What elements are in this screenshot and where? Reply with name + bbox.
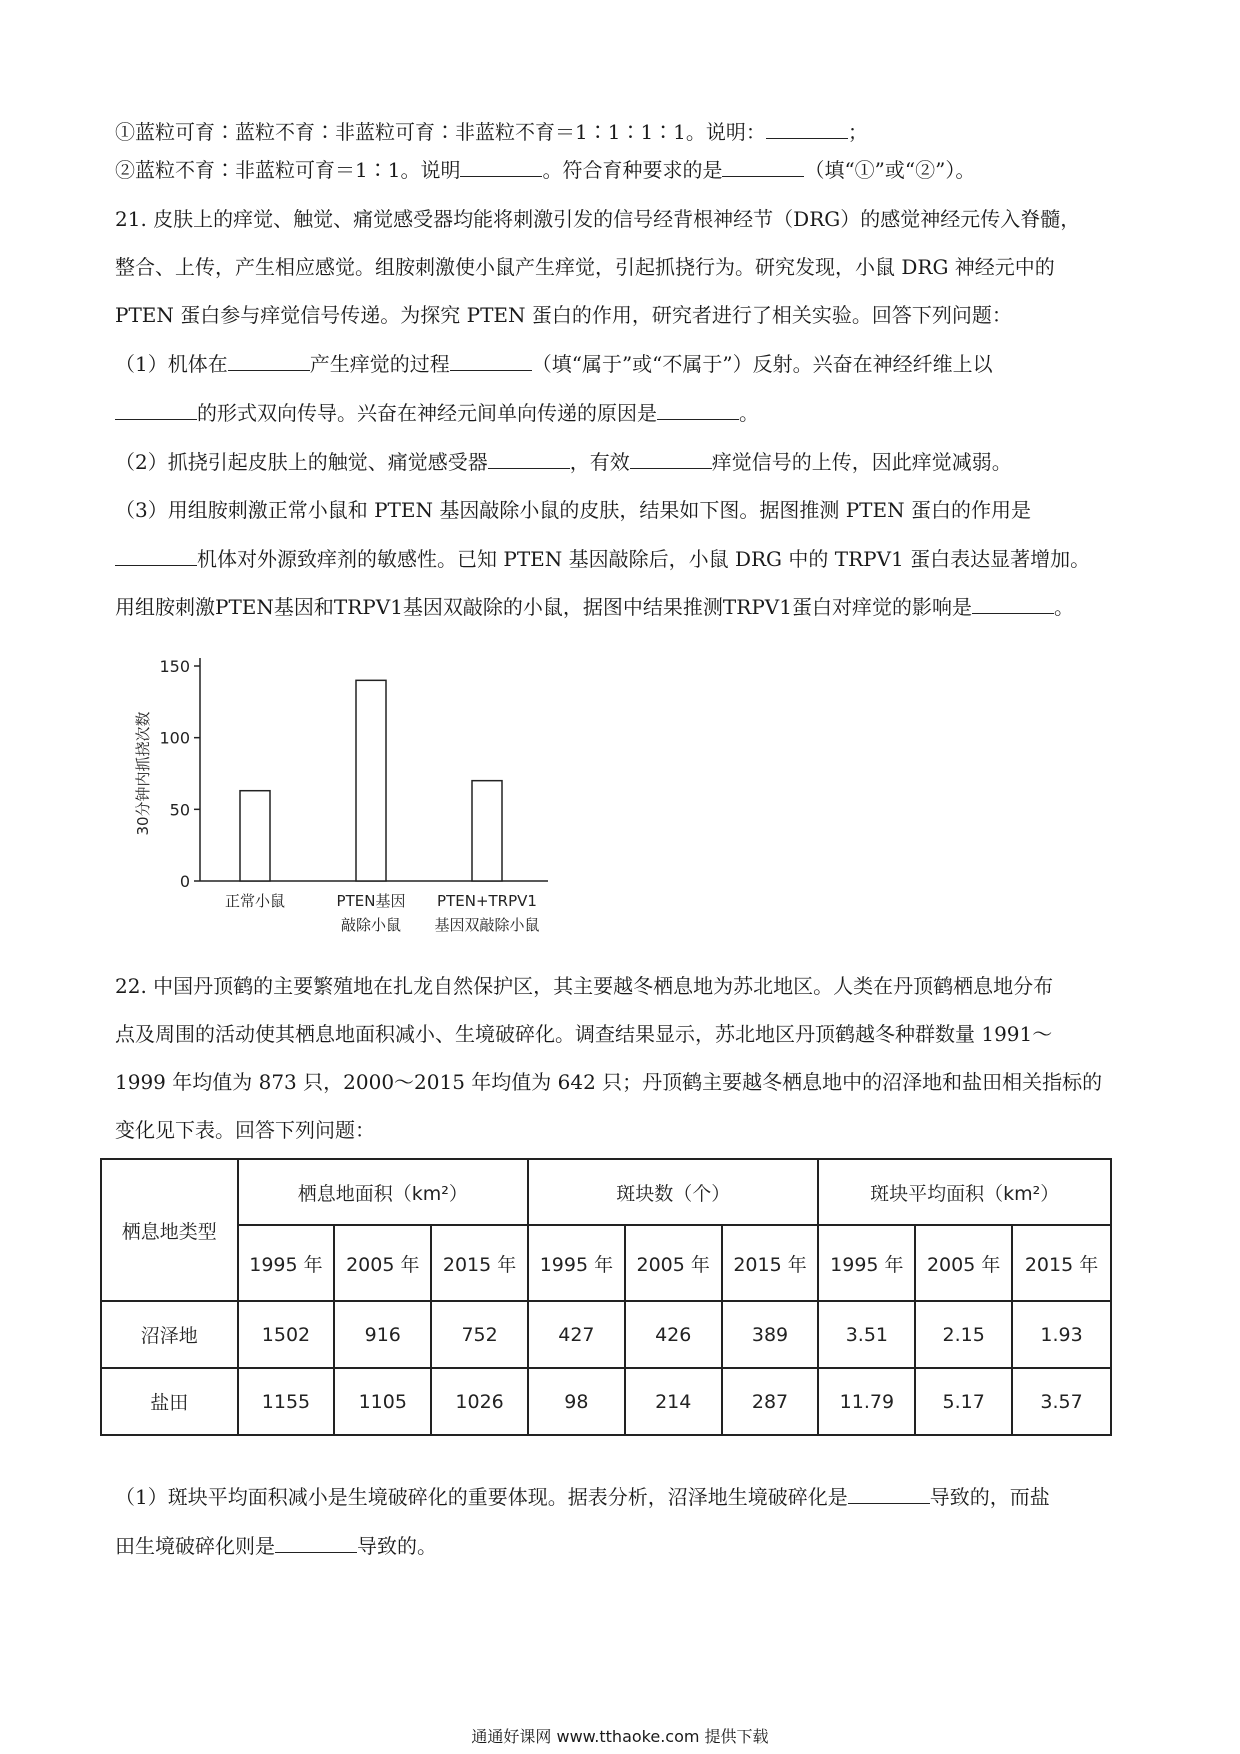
text-line: 点及周围的活动使其栖息地面积减小、生境破碎化。调查结果显示，苏北地区丹顶鹤越冬种群数量 1991～ xyxy=(115,1022,1053,1046)
answer-blank[interactable] xyxy=(450,352,532,371)
x-tick-label: PTEN基因 xyxy=(336,892,406,910)
answer-blank[interactable] xyxy=(722,158,804,177)
y-tick-label: 50 xyxy=(169,800,190,820)
table-row xyxy=(101,1368,1111,1435)
y-tick-label: 0 xyxy=(179,872,190,891)
table-cell: 916 xyxy=(334,1301,431,1368)
table-year-header: 2015 年 xyxy=(431,1225,528,1301)
x-tick-label: 正常小鼠 xyxy=(224,892,286,910)
table-cell: 1502 xyxy=(238,1301,335,1368)
text-line: （2）抓挠引起皮肤上的触觉、痛觉感受器 ，有效 痒觉信号的上传，因此痒觉减弱。 xyxy=(115,450,1012,474)
table-cell: 427 xyxy=(528,1301,625,1368)
answer-blank[interactable] xyxy=(275,1534,357,1553)
text-line: 的形式双向传导。兴奋在神经元间单向传递的原因是 。 xyxy=(115,400,759,426)
answer-blank[interactable] xyxy=(228,352,310,371)
answer-blank[interactable] xyxy=(488,450,570,469)
table-cell: 1026 xyxy=(431,1368,528,1435)
table-corner-header: 栖息地类型 xyxy=(101,1159,238,1301)
text-line: 用组胺刺激PTEN基因和TRPV1基因双敲除的小鼠，据图中结果推测TRPV1蛋白对痒觉的影响是 。 xyxy=(115,595,1074,619)
table-group-header: 斑块平均面积（km²） xyxy=(818,1159,1111,1225)
bar xyxy=(356,680,386,881)
table-row xyxy=(101,1301,1111,1368)
answer-blank[interactable] xyxy=(657,401,739,420)
table-year-header: 2005 年 xyxy=(334,1225,431,1301)
bar xyxy=(240,791,270,881)
text-line: 1999 年均值为 873 只，2000～2015 年均值为 642 只；丹顶鹤主要越冬栖息地中的沼泽地和盐田相关指标的 xyxy=(115,1070,1103,1094)
table-cell: 3.57 xyxy=(1012,1368,1111,1435)
text-line: （1）斑块平均面积减小是生境破碎化的重要体现。据表分析，沼泽地生境破碎化是 导致的，而盐 xyxy=(115,1485,1050,1509)
table-group-header: 斑块数（个） xyxy=(528,1159,818,1225)
scratch-count-bar-chart xyxy=(118,650,588,950)
table-cell: 287 xyxy=(722,1368,819,1435)
text-line: 整合、上传，产生相应感觉。组胺刺激使小鼠产生痒觉，引起抓挠行为。研究发现，小鼠 DRG 神经元中的 xyxy=(115,255,1055,279)
table-year-header: 1995 年 xyxy=(528,1225,625,1301)
row-label: 盐田 xyxy=(101,1368,238,1435)
habitat-table xyxy=(100,1158,1112,1436)
table-cell: 214 xyxy=(625,1368,722,1435)
table-year-header: 2015 年 xyxy=(1012,1225,1111,1301)
table-cell: 11.79 xyxy=(818,1368,915,1435)
text-line: （1）机体在 产生痒觉的过程 （填“属于”或“不属于”）反射。兴奋在神经纤维上以 xyxy=(115,352,993,376)
table-cell: 752 xyxy=(431,1301,528,1368)
bar xyxy=(472,781,502,881)
answer-blank[interactable] xyxy=(848,1485,930,1504)
table-year-header: 1995 年 xyxy=(818,1225,915,1301)
y-tick-label: 100 xyxy=(159,728,190,748)
text-line: ②蓝粒不育∶非蓝粒可育＝1∶1。说明 。符合育种要求的是 （填“①”或“②”）。 xyxy=(115,158,976,182)
answer-blank[interactable] xyxy=(972,595,1054,614)
table-year-header: 2005 年 xyxy=(915,1225,1012,1301)
table-cell: 1.93 xyxy=(1012,1301,1111,1368)
answer-blank[interactable] xyxy=(630,450,712,469)
y-axis-label: 30分钟内抓挠次数 xyxy=(134,711,152,836)
text-line: （3）用组胺刺激正常小鼠和 PTEN 基因敲除小鼠的皮肤，结果如下图。据图推测 PTEN 蛋白的作用是 xyxy=(115,498,1031,522)
table-year-header: 1995 年 xyxy=(238,1225,335,1301)
table-cell: 5.17 xyxy=(915,1368,1012,1435)
table-cell: 1105 xyxy=(334,1368,431,1435)
text-line: ①蓝粒可育∶蓝粒不育∶非蓝粒可育∶非蓝粒不育＝1∶1∶1∶1。说明： ； xyxy=(115,120,868,144)
table-cell: 2.15 xyxy=(915,1301,1012,1368)
row-label: 沼泽地 xyxy=(101,1301,238,1368)
table-cell: 98 xyxy=(528,1368,625,1435)
text-line: PTEN 蛋白参与痒觉信号传递。为探究 PTEN 蛋白的作用，研究者进行了相关实验。回答下列问题： xyxy=(115,303,1012,327)
answer-blank[interactable] xyxy=(115,401,197,420)
table-year-header: 2005 年 xyxy=(625,1225,722,1301)
table-group-header: 栖息地面积（km²） xyxy=(238,1159,528,1225)
text-line: 机体对外源致痒剂的敏感性。已知 PTEN 基因敲除后，小鼠 DRG 中的 TRPV1 蛋白表达显著增加。 xyxy=(115,546,1090,572)
answer-blank[interactable] xyxy=(766,120,848,139)
text-line: 变化见下表。回答下列问题： xyxy=(115,1118,375,1142)
question-22-text: 22. 中国丹顶鹤的主要繁殖地在扎龙自然保护区，其主要越冬栖息地为苏北地区。人类在丹顶鹤栖息地分布 xyxy=(115,974,1054,998)
y-tick-label: 150 xyxy=(159,657,190,676)
question-21-text: 21. 皮肤上的痒觉、触觉、痛觉感受器均能将刺激引发的信号经背根神经节（DRG）的感觉神经元传入脊髓， xyxy=(115,207,1081,231)
text-line: 田生境破碎化则是 导致的。 xyxy=(115,1534,437,1558)
x-tick-label: PTEN+TRPV1 xyxy=(437,892,537,910)
table-cell: 389 xyxy=(722,1301,819,1368)
page-footer: 通通好课网 www.tthaoke.com 提供下载 xyxy=(471,1727,769,1746)
table-cell: 3.51 xyxy=(818,1301,915,1368)
x-tick-label: 敲除小鼠 xyxy=(340,916,402,934)
x-tick-label: 基因双敲除小鼠 xyxy=(434,916,540,934)
table-year-header: 2015 年 xyxy=(722,1225,819,1301)
answer-blank[interactable] xyxy=(460,158,542,177)
answer-blank[interactable] xyxy=(115,547,197,566)
table-cell: 1155 xyxy=(238,1368,335,1435)
table-cell: 426 xyxy=(625,1301,722,1368)
